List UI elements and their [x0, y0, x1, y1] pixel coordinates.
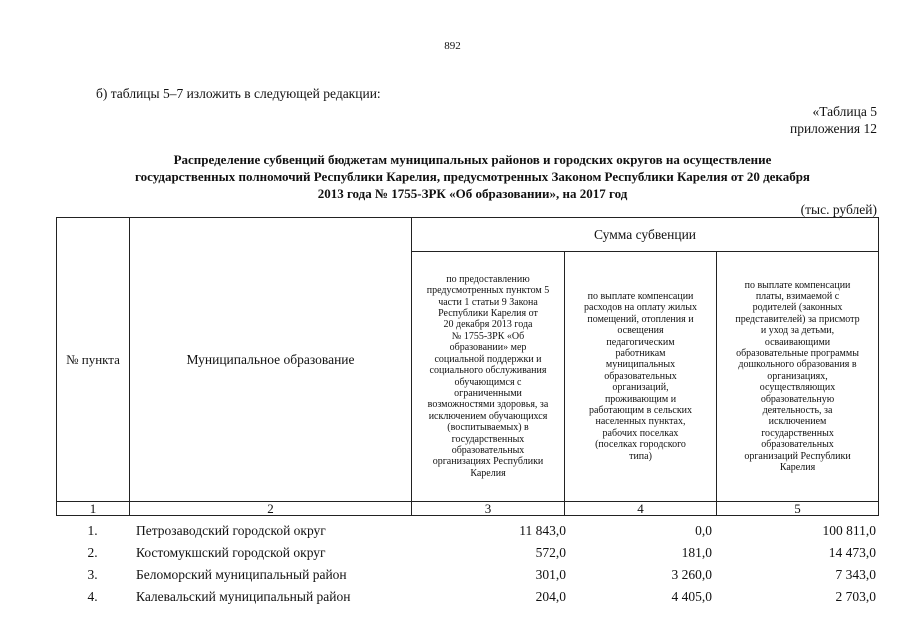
header-col3-line: возможностями здоровья, за — [427, 399, 549, 411]
header-col5-line: дошкольного образования в — [738, 359, 857, 371]
header-col5-line: организаций Республики — [744, 450, 851, 462]
header-col4-line: образовательных — [604, 370, 677, 382]
row-value-col3: 572,0 — [535, 545, 566, 560]
header-col5-line: образовательную — [760, 393, 835, 405]
units-label: (тыс. рублей) — [800, 202, 877, 217]
header-col5-line: деятельность, за — [762, 405, 833, 417]
column-number: 4 — [565, 502, 717, 516]
header-col4-line: муниципальных — [605, 359, 676, 371]
header-col5-line: осуществляющих — [759, 382, 836, 394]
row-number: 4. — [87, 589, 98, 604]
header-sum-group: Сумма субвенции — [412, 218, 879, 252]
header-col4-line: освещения — [617, 325, 664, 337]
table-row — [56, 520, 878, 542]
header-col5-line: государственных — [761, 427, 834, 439]
header-col5-line: по выплате компенсации — [744, 279, 851, 291]
header-col4-line: педагогическим — [606, 336, 675, 348]
header-col3-line: исключением обучающихся — [428, 410, 548, 422]
header-col5-line: представителей) за присмотр — [735, 313, 860, 325]
row-municipality: Калевальский муниципальный район — [136, 589, 351, 604]
row-municipality: Беломорский муниципальный район — [136, 567, 347, 582]
header-col3-line: обучающимся с — [454, 376, 522, 388]
header-col5-line: организациях, — [767, 370, 828, 382]
header-col4-line: помещений, отопления и — [587, 313, 694, 325]
row-value-col5: 100 811,0 — [822, 523, 876, 538]
row-value-col3: 11 843,0 — [519, 523, 566, 538]
table-row — [56, 564, 878, 586]
header-col3-line: по предоставлению — [446, 273, 530, 285]
column-number: 2 — [130, 502, 412, 516]
row-value-col4: 3 260,0 — [671, 567, 712, 582]
header-col3-line: (воспитываемых) в — [447, 422, 529, 434]
intro-text: б) таблицы 5–7 изложить в следующей редакции: — [96, 86, 381, 101]
header-col5-line: родителей (законных — [752, 302, 843, 314]
header-col5 — [717, 252, 879, 502]
row-number: 1. — [87, 523, 98, 538]
header-col3-line: организациях Республики — [432, 456, 544, 468]
header-col5-line: образовательных — [761, 439, 834, 451]
document-title — [40, 151, 905, 202]
header-col5-line: и уход за детьми, — [760, 325, 835, 337]
page-number: 892 — [444, 40, 461, 52]
header-col4-line: работникам — [615, 347, 666, 359]
header-col4-line: организаций, — [612, 382, 669, 394]
header-col5-line: исключением — [768, 416, 827, 428]
row-value-col5: 14 473,0 — [828, 545, 876, 560]
header-col3-line: части 1 статьи 9 Закона — [438, 296, 538, 308]
row-number: 2. — [87, 545, 98, 560]
header-col3-line: социальной поддержки и — [434, 353, 542, 365]
header-col3-text — [412, 274, 564, 479]
header-col5-line: осваивающими — [764, 336, 831, 348]
header-col4-line: рабочих поселках — [602, 427, 679, 439]
row-value-col4: 0,0 — [695, 523, 712, 538]
row-municipality: Костомукшский городской округ — [136, 545, 326, 560]
header-col3-line: образовании» мер — [449, 342, 527, 354]
table-caption-line2: приложения 12 — [789, 121, 877, 136]
title-line: Распределение субвенций бюджетам муниципальных районов и городских округов на осуществление — [173, 152, 772, 167]
column-number: 3 — [412, 502, 565, 516]
header-col4-line: проживающим и — [604, 393, 677, 405]
header-col3-line: Карелия — [470, 467, 506, 479]
row-value-col4: 4 405,0 — [671, 589, 712, 604]
header-col5-line: платы, взимаемой с — [755, 290, 840, 302]
header-col5-line: Карелия — [779, 462, 816, 474]
header-col4-line: типа) — [629, 450, 652, 462]
header-col5-text — [717, 280, 878, 474]
header-col3 — [412, 252, 565, 502]
header-col5-line: образовательные программы — [736, 347, 859, 359]
header-municipality: Муниципальное образование — [130, 218, 412, 502]
header-col4-line: (поселках городского — [595, 439, 686, 451]
header-col4-line: расходов на оплату жилых — [584, 302, 697, 314]
table-body — [56, 520, 878, 608]
header-col3-line: ограниченными — [454, 387, 522, 399]
header-col4-line: населенных пунктах, — [595, 416, 686, 428]
row-value-col5: 7 343,0 — [835, 567, 876, 582]
table-row — [56, 586, 878, 608]
title-line: 2013 года № 1755-ЗРК «Об образовании», на 2017 год — [317, 186, 628, 201]
header-col4-line: по выплате компенсации — [587, 290, 694, 302]
row-value-col5: 2 703,0 — [835, 589, 876, 604]
row-value-col3: 204,0 — [535, 589, 566, 604]
header-col3-line: 20 декабря 2013 года — [443, 319, 533, 331]
header-col4-text — [565, 291, 716, 462]
row-value-col4: 181,0 — [681, 545, 712, 560]
header-col3-line: Республики Карелия от — [438, 308, 538, 320]
table-row — [56, 542, 878, 564]
header-col3-line: № 1755-ЗРК «Об — [451, 330, 525, 342]
header-col4-line: работающим в сельских — [588, 405, 693, 417]
row-number: 3. — [87, 567, 98, 582]
header-col3-line: предусмотренных пунктом 5 — [426, 285, 550, 297]
column-number: 1 — [57, 502, 130, 516]
row-value-col3: 301,0 — [535, 567, 566, 582]
header-col3-line: государственных — [451, 433, 525, 445]
header-col3-line: социального обслуживания — [429, 365, 547, 377]
subvention-table — [56, 217, 878, 517]
row-municipality: Петрозаводский городской округ — [136, 523, 326, 538]
header-row-number: № пункта — [57, 218, 130, 502]
column-number: 5 — [717, 502, 879, 516]
header-col3-line: образовательных — [451, 444, 525, 456]
table-caption-line1: «Таблица 5 — [812, 104, 877, 119]
header-col4 — [565, 252, 717, 502]
title-line: государственных полномочий Республики Карелия, предусмотренных Законом Республики Карелия от 20 декабря — [135, 169, 810, 184]
table-header — [56, 217, 879, 516]
